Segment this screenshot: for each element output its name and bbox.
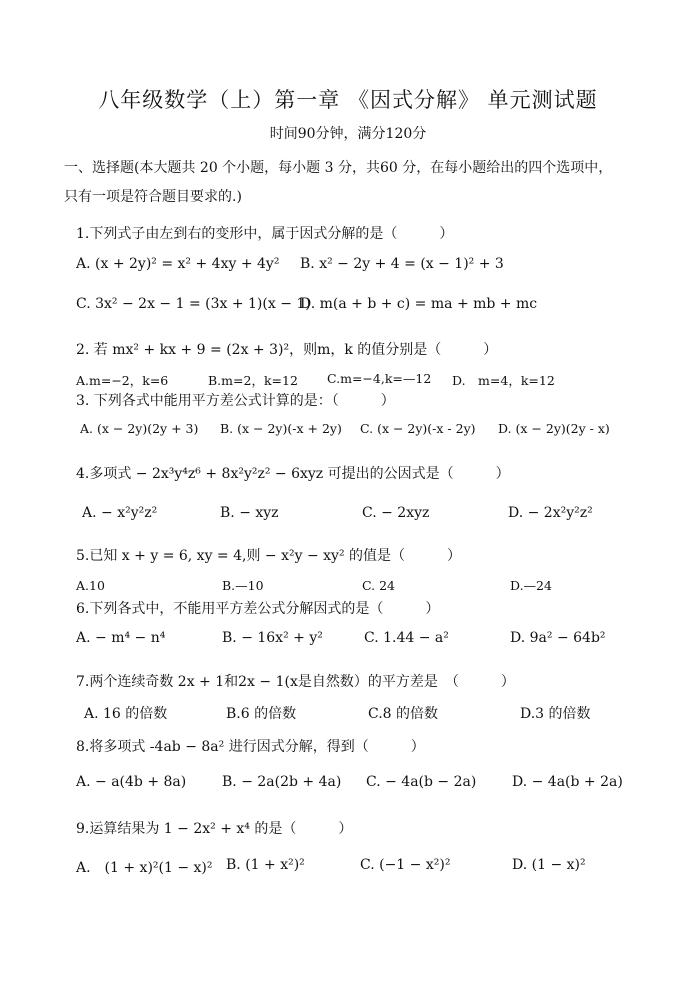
question-8-option-c: C. − 4a(b − 2a) bbox=[366, 774, 477, 790]
page-title: 八年级数学（上）第一章 《因式分解》 单元测试题 bbox=[98, 88, 598, 112]
question-7-option-c: C.8 的倍数 bbox=[368, 706, 439, 722]
question-5-stem: 5.已知 x + y = 6, xy = 4,则 − x²y − xy² 的值是（ ） bbox=[76, 548, 462, 564]
question-3-option-d: D. (x − 2y)(2y - x) bbox=[498, 421, 610, 436]
question-7-option-d: D.3 的倍数 bbox=[520, 706, 591, 722]
question-4-option-a: A. − x²y²z² bbox=[82, 505, 158, 521]
question-2-option-a: A.m=−2，k=6 bbox=[76, 373, 169, 388]
question-5-option-c: C. 24 bbox=[362, 578, 395, 593]
exam-time-info: 时间90分钟，满分120分 bbox=[269, 126, 427, 142]
question-6-option-d: D. 9a² − 64b² bbox=[510, 630, 606, 646]
question-3-option-c: C. (x − 2y)(-x - 2y) bbox=[360, 421, 476, 436]
question-7-option-b: B.6 的倍数 bbox=[226, 706, 297, 722]
question-9-option-d: D. (1 − x)² bbox=[512, 857, 586, 873]
question-2-option-c: C.m=−4,k=—12 bbox=[327, 371, 432, 386]
question-8-option-b: B. − 2a(2b + 4a) bbox=[222, 774, 342, 790]
question-8-stem: 8.将多项式 -4ab − 8a² 进行因式分解，得到（ ） bbox=[76, 739, 425, 755]
question-2-option-d: D. m=4，k=12 bbox=[452, 373, 555, 388]
section-instruction-line2: 只有一项是符合题目要求的.) bbox=[64, 189, 242, 205]
question-7-stem: 7.两个连续奇数 2x + 1和2x − 1(x是自然数）的平方差是 （ ） bbox=[76, 674, 515, 690]
question-1-stem: 1.下列式子由左到右的变形中，属于因式分解的是（ ） bbox=[76, 226, 454, 242]
question-3-stem: 3. 下列各式中能用平方差公式计算的是：（ ） bbox=[76, 393, 395, 409]
question-9-option-c: C. (−1 − x²)² bbox=[360, 857, 451, 873]
question-9-stem: 9.运算结果为 1 − 2x² + x⁴ 的是（ ） bbox=[76, 821, 353, 837]
question-5-option-b: B.—10 bbox=[222, 578, 264, 593]
question-5-option-d: D.—24 bbox=[510, 578, 552, 593]
question-2-stem: 2. 若 mx² + kx + 9 = (2x + 3)²，则m，k 的值分别是（ ） bbox=[76, 342, 498, 358]
question-3-option-b: B. (x − 2y)(-x + 2y) bbox=[220, 421, 342, 436]
question-8-option-a: A. − a(4b + 8a) bbox=[76, 774, 187, 790]
question-2-option-b: B.m=2，k=12 bbox=[208, 373, 298, 388]
question-6-option-c: C. 1.44 − a² bbox=[364, 630, 449, 646]
question-1-option-a: A. (x + 2y)² = x² + 4xy + 4y² bbox=[76, 256, 280, 272]
question-6-option-a: A. − m⁴ − n⁴ bbox=[76, 630, 166, 646]
question-4-option-b: B. − xyz bbox=[220, 505, 279, 521]
question-6-option-b: B. − 16x² + y² bbox=[222, 630, 323, 646]
question-4-option-c: C. − 2xyz bbox=[362, 505, 430, 521]
question-9-option-a: A. (1 + x)²(1 − x)² bbox=[76, 860, 213, 876]
question-8-option-d: D. − 4a(b + 2a) bbox=[512, 774, 623, 790]
question-9-option-b: B. (1 + x²)² bbox=[226, 857, 305, 873]
section-instruction-line1: 一、选择题(本大题共 20 个小题，每小题 3 分，共60 分，在每小题给出的四个选项中， bbox=[64, 160, 613, 176]
question-5-option-a: A.10 bbox=[76, 578, 105, 593]
question-1-option-b: B. x² − 2y + 4 = (x − 1)² + 3 bbox=[300, 256, 504, 272]
question-4-stem: 4.多项式 − 2x³y⁴z⁶ + 8x²y²z² − 6xyz 可提出的公因式是（ ） bbox=[76, 466, 510, 482]
question-1-option-c: C. 3x² − 2x − 1 = (3x + 1)(x − 1) bbox=[76, 296, 311, 312]
question-7-option-a: A. 16 的倍数 bbox=[84, 706, 168, 722]
question-1-option-d: D. m(a + b + c) = ma + mb + mc bbox=[300, 296, 538, 312]
question-6-stem: 6.下列各式中，不能用平方差公式分解因式的是（ ） bbox=[76, 601, 440, 617]
question-4-option-d: D. − 2x²y²z² bbox=[508, 505, 593, 521]
question-3-option-a: A. (x − 2y)(2y + 3) bbox=[80, 421, 199, 436]
